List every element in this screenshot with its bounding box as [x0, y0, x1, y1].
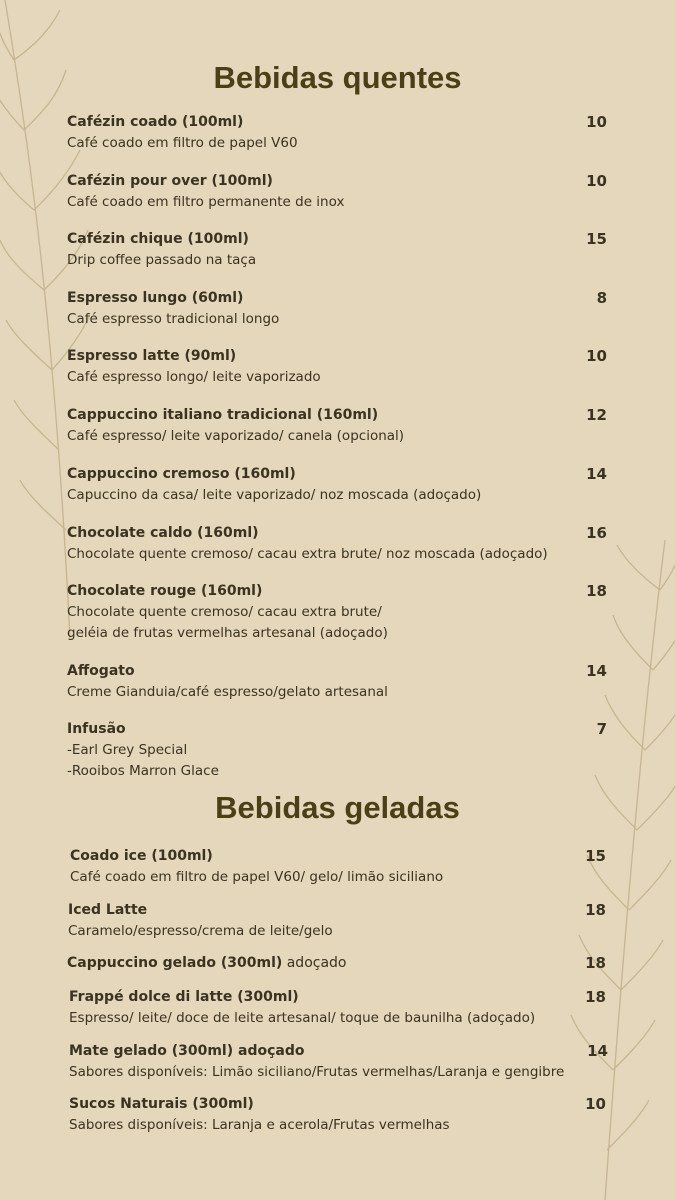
- section-title-cold: Bebidas geladas: [215, 790, 460, 825]
- item-name: Affogato: [67, 663, 135, 679]
- menu-item: [69, 1042, 608, 1083]
- item-price: 8: [596, 289, 607, 307]
- item-desc: Café espresso longo/ leite vaporizado: [67, 369, 321, 385]
- item-name: Chocolate caldo (160ml): [67, 525, 259, 541]
- menu-item: [67, 113, 607, 154]
- item-name: Coado ice (100ml): [70, 848, 213, 864]
- item-desc: Chocolate quente cremoso/ cacau extra brute/ noz moscada (adoçado): [67, 546, 548, 562]
- item-price: 15: [586, 230, 607, 248]
- item-name: Mate gelado (300ml) adoçado: [69, 1043, 305, 1059]
- menu-item: [67, 347, 607, 388]
- item-price: 14: [586, 465, 607, 483]
- item-name: Cappuccino italiano tradicional (160ml): [67, 407, 379, 423]
- menu-item: [69, 988, 606, 1029]
- item-desc: Espresso/ leite/ doce de leite artesanal/ toque de baunilha (adoçado): [69, 1010, 536, 1026]
- item-desc: Capuccino da casa/ leite vaporizado/ noz moscada (adoçado): [67, 487, 482, 503]
- item-price: 10: [586, 172, 607, 190]
- item-desc: Drip coffee passado na taça: [67, 252, 257, 268]
- item-name: [67, 954, 606, 972]
- item-name: Frappé dolce di latte (300ml): [69, 989, 299, 1005]
- item-price: 14: [587, 1042, 608, 1060]
- item-desc: Café coado em filtro permanente de inox: [67, 194, 345, 210]
- item-name: Sucos Naturais (300ml): [69, 1096, 254, 1112]
- item-desc: Café espresso/ leite vaporizado/ canela (opcional): [67, 428, 405, 444]
- menu-item: [67, 662, 607, 703]
- item-name: Chocolate rouge (160ml): [67, 583, 263, 599]
- item-price: 10: [586, 347, 607, 365]
- item-desc-line-2: -Rooibos Marron Glace: [67, 763, 219, 779]
- item-desc: -Earl Grey Special: [67, 742, 188, 758]
- item-name: Espresso lungo (60ml): [67, 290, 244, 306]
- item-price: 18: [585, 901, 606, 919]
- menu-item: [67, 406, 607, 447]
- menu-item: [69, 1095, 606, 1136]
- section-title-hot: Bebidas quentes: [213, 60, 462, 95]
- item-desc: Café coado em filtro de papel V60: [67, 135, 298, 151]
- item-price: 18: [586, 582, 607, 600]
- item-desc: Sabores disponíveis: Limão siciliano/Frutas vermelhas/Laranja e gengibre: [69, 1064, 565, 1080]
- item-price: 12: [586, 406, 607, 424]
- item-price: 18: [585, 954, 606, 972]
- item-name-text: Cappuccino gelado (300ml): [67, 955, 283, 971]
- item-price: 10: [586, 113, 607, 131]
- item-name: Cafézin pour over (100ml): [67, 173, 273, 189]
- item-price: 10: [585, 1095, 606, 1113]
- menu-item: [67, 230, 607, 271]
- item-desc: Sabores disponíveis: Laranja e acerola/Frutas vermelhas: [69, 1117, 450, 1133]
- item-price: 16: [586, 524, 607, 542]
- item-name: Cafézin chique (100ml): [67, 231, 249, 247]
- item-price: 7: [596, 720, 607, 738]
- item-desc: Café coado em filtro de papel V60/ gelo/ limão siciliano: [70, 869, 444, 885]
- item-desc: Creme Gianduia/café espresso/gelato artesanal: [67, 684, 388, 700]
- menu-item: [68, 901, 606, 942]
- item-price: 14: [586, 662, 607, 680]
- menu-item: [67, 720, 607, 782]
- item-name: Cafézin coado (100ml): [67, 114, 244, 130]
- item-desc: Café espresso tradicional longo: [67, 311, 280, 327]
- item-desc: Chocolate quente cremoso/ cacau extra brute/: [67, 604, 382, 620]
- menu-item: [67, 172, 607, 213]
- item-name: Cappuccino cremoso (160ml): [67, 466, 296, 482]
- menu-item: [70, 847, 606, 888]
- item-name: Iced Latte: [68, 902, 148, 918]
- item-name-suffix: adoçado: [282, 955, 347, 971]
- menu-item: [67, 582, 607, 644]
- item-name: Espresso latte (90ml): [67, 348, 237, 364]
- item-desc: Caramelo/espresso/crema de leite/gelo: [68, 923, 333, 939]
- item-desc-line-2: geléia de frutas vermelhas artesanal (adoçado): [67, 625, 388, 641]
- item-price: 18: [585, 988, 606, 1006]
- item-price: 15: [585, 847, 606, 865]
- menu-item: [67, 954, 606, 972]
- item-name: Infusão: [67, 721, 126, 737]
- menu-item: [67, 524, 607, 565]
- menu-item: [67, 289, 607, 330]
- menu-item: [67, 465, 607, 506]
